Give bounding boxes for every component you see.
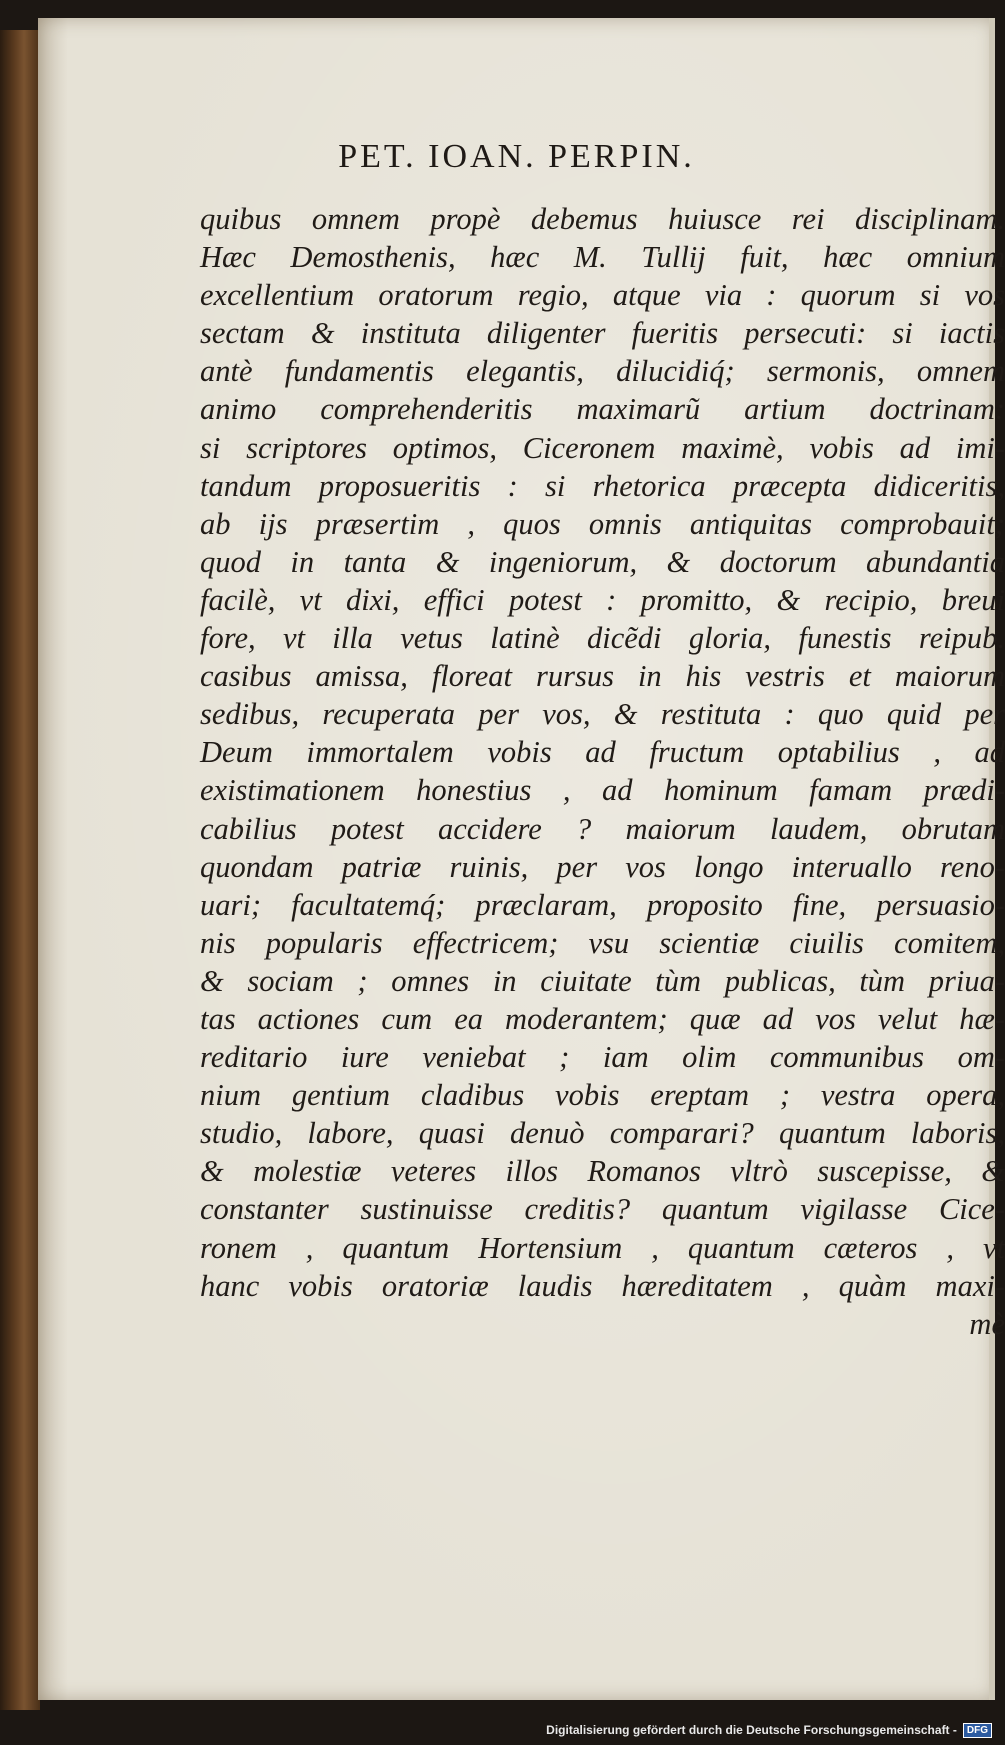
text-line: sectam & instituta diligenter fueritis persecuti: si iactis [200, 316, 1005, 351]
book-binding [0, 30, 40, 1710]
text-line: casibus amissa, floreat rursus in his vestris et maiorum [200, 659, 1005, 694]
dfg-logo-icon: DFG [963, 1723, 992, 1738]
text-line: hanc vobis oratoriæ laudis hæreditatem , quàm maxi- [200, 1268, 1005, 1303]
text-line: excellentium oratorum regio, atque via : quorum si vos [200, 278, 1005, 313]
text-line: tas actiones cum ea moderantem; quæ ad vos velut hæ- [200, 1001, 1005, 1036]
text-line: quibus omnem propè debemus huiusce rei disciplinam. [200, 202, 1005, 236]
text-line: & sociam ; omnes in ciuitate tùm publicas, tùm priua- [200, 963, 1005, 998]
text-line: nium gentium cladibus vobis ereptam ; vestra opera, [200, 1078, 1005, 1113]
text-line: Deum immortalem vobis ad fructum optabilius , ad [200, 735, 1005, 770]
text-line: sedibus, recuperata per vos, & restituta : quo quid per [200, 697, 1005, 732]
text-line: cabilius potest accidere ? maiorum laudem, obrutam [200, 811, 1005, 846]
text-line: quod in tanta & ingeniorum, & doctorum abundantia [200, 544, 1005, 579]
text-line: si scriptores optimos, Ciceronem maximè, vobis ad imi- [200, 430, 1005, 465]
book-page [38, 18, 1005, 1700]
text-line: tandum proposueritis : si rhetorica præcepta didiceritis, [200, 468, 1005, 503]
text-line: facilè, vt dixi, effici potest : promitto, & recipio, breui [200, 582, 1005, 617]
text-line: reditario iure veniebat ; iam olim communibus om- [200, 1040, 1005, 1075]
text-line: studio, labore, quasi denuò comparari? quantum laboris, [200, 1116, 1005, 1151]
digitization-footer [546, 1719, 992, 1741]
footer-credit: Digitalisierung gefördert durch die Deutsche Forschungsgemeinschaft - [546, 1723, 957, 1737]
text-line: uari; facultatemq́; præclaram, proposito fine, persuasio- [200, 887, 1005, 922]
text-line: nis popularis effectricem; vsu scientiæ ciuilis comitem, [200, 925, 1005, 960]
text-line: constanter sustinuisse creditis? quantum vigilasse Cice- [200, 1192, 1005, 1227]
body-text [200, 200, 1005, 1343]
running-head: PET. IOAN. PERPIN. [338, 138, 695, 175]
text-line: existimationem honestius , ad hominum famam prædi- [200, 773, 1005, 808]
text-line: Hæc Demosthenis, hæc M. Tullij fuit, hæc omnium [200, 240, 1005, 275]
text-line: animo comprehenderitis maximarũ artium doctrinam: [200, 392, 1005, 427]
text-line: quondam patriæ ruinis, per vos longo interuallo reno- [200, 849, 1005, 884]
text-line: antè fundamentis elegantis, dilucidiq́; sermonis, omnem [200, 354, 1005, 389]
text-line: & molestiæ veteres illos Romanos vltrò suscepisse, & [200, 1154, 1005, 1189]
text-line: ronem , quantum Hortensium , quantum cæteros , vt [200, 1230, 1005, 1265]
text-line: fore, vt illa vetus latinè dicẽdi gloria, funestis reipub. [200, 621, 1005, 656]
text-line: ab ijs præsertim , quos omnis antiquitas comprobauit; [200, 506, 1005, 541]
catchword: mè [969, 1306, 1005, 1341]
